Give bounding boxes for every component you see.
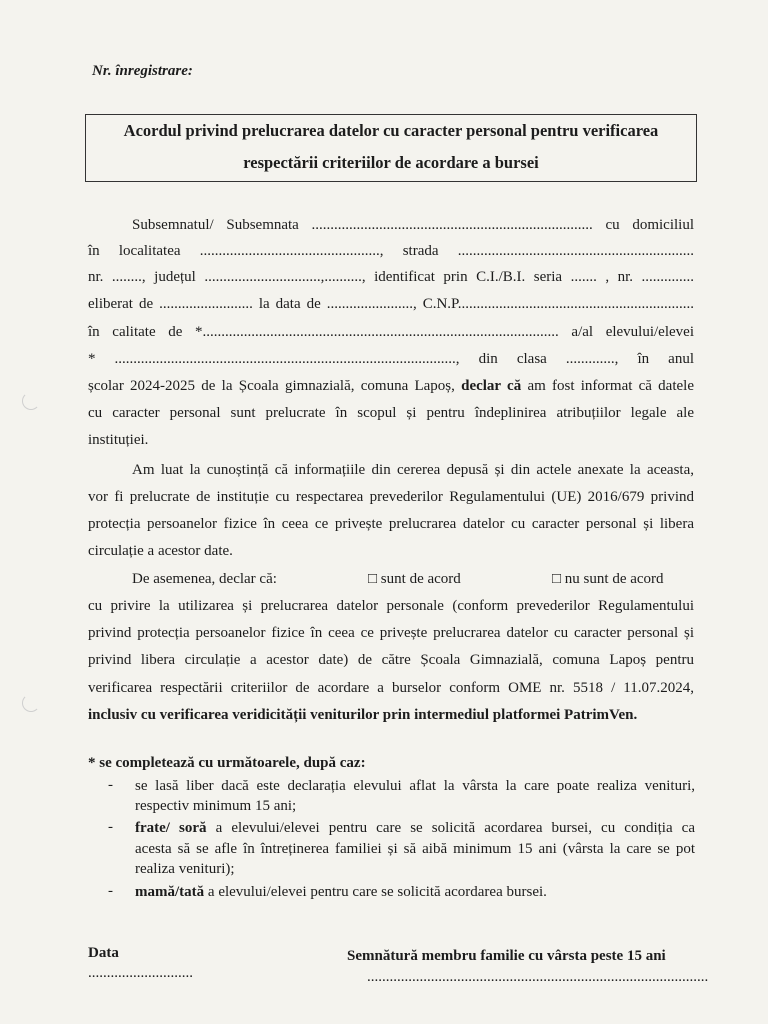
declaration-line: cu caracter personal sunt prelucrate în scopul și pentru îndeplinirea atribuțiilor legale ale (88, 405, 694, 421)
note-item: se lasă liber dacă este declarația elevului aflat la vârsta la care poate realiza venituri, (135, 778, 695, 794)
document-title-line2: respectării criteriilor de acordare a bursei (243, 153, 539, 172)
note-item: respectiv minimum 15 ani; (135, 798, 297, 814)
informed-line: Am luat la cunoștință că informațiile din cererea depusă și din actele anexate la aceasta, (132, 462, 694, 478)
consent-line: privind protecția persoanelor fizice în ceea ce privește prelucrarea datelor cu caracter personal și (88, 625, 694, 641)
declaration-line: * ..........................................................................................., din clasa ............., în anul (88, 351, 694, 367)
bullet-dash: - (108, 777, 113, 793)
consent-line: cu privire la utilizarea și prelucrarea datelor personale (conform prevederilor Regulamentului (88, 598, 694, 614)
consent-line: privind libera circulație a acestor date) de către Școala Gimnazială, comuna Lapoș pentru (88, 652, 694, 668)
note-item: realiza venituri); (135, 861, 235, 877)
signature-field[interactable]: ........................................................................................... (367, 969, 709, 985)
consent-line: verificarea respectării criteriilor de acordare a burselor conform OME nr. 5518 / 11.07.2024, (88, 680, 694, 696)
registration-number-label: Nr. înregistrare: (92, 63, 193, 79)
informed-line: circulație a acestor date. (88, 543, 233, 559)
checkbox-agree[interactable]: □ sunt de acord (368, 571, 461, 587)
scan-mark (22, 694, 40, 712)
consent-intro: De asemenea, declar că: (132, 571, 277, 587)
note-item: mamă/tată a elevului/elevei pentru care se solicită acordarea bursei. (135, 884, 547, 900)
declaration-line: instituției. (88, 432, 149, 448)
signature-label: Semnătură membru familie cu vârsta peste 15 ani (347, 948, 666, 964)
note-item: frate/ soră a elevului/elevei pentru care se solicită acordarea bursei, cu condiția ca (135, 820, 695, 836)
notes-heading: * se completează cu următoarele, după caz: (88, 755, 366, 771)
bullet-dash: - (108, 883, 113, 899)
informed-line: vor fi prelucrate de instituție cu respectarea prevederilor Regulamentului (UE) 2016/679 privind (88, 489, 694, 505)
date-label: Data (88, 945, 119, 961)
declaration-line: școlar 2024-2025 de la Școala gimnazială, comuna Lapoș, declar că am fost informat că datele (88, 378, 694, 394)
bullet-dash: - (108, 819, 113, 835)
document-title-line1: Acordul privind prelucrarea datelor cu caracter personal pentru verificarea (123, 121, 659, 140)
informed-line: protecția persoanelor fizice în ceea ce privește prelucrarea datelor cu caracter personal și libera (88, 516, 694, 532)
checkbox-disagree[interactable]: □ nu sunt de acord (552, 571, 664, 587)
declaration-line: eliberat de ......................... la data de ......................., C.N.P............................................................... (88, 296, 694, 312)
declaration-line: în calitate de *............................................................................................... a/al elevului/elevei (88, 324, 694, 340)
declaration-line: în localitatea ................................................, strada ............................................................... (88, 243, 694, 259)
date-field[interactable]: ............................ (88, 965, 193, 981)
consent-line-bold: inclusiv cu verificarea veridicității veniturilor prin intermediul platformei PatrimVen. (88, 707, 638, 723)
note-item: acesta să se afle în întreținerea familiei și să aibă minimum 15 ani (vârsta la care se pot (135, 841, 695, 857)
declaration-line: nr. ........, județul ...............................,.........., identificat prin C.I./B.I. seria ....... , nr. .............. (88, 269, 694, 285)
declar-ca-bold: declar că (461, 378, 522, 394)
declaration-line: Subsemnatul/ Subsemnata ........................................................................... cu domiciliul (132, 217, 694, 233)
scan-mark (22, 392, 40, 410)
